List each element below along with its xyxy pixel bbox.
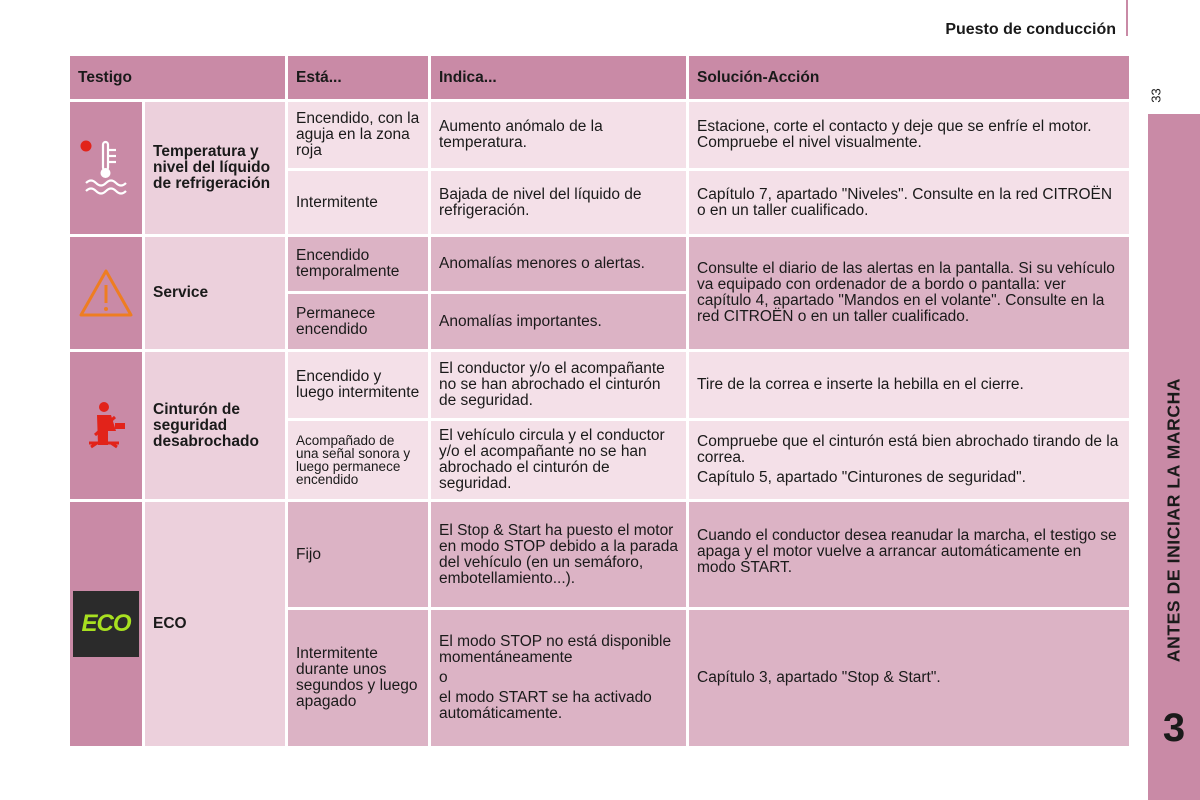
coolant-temperature-icon (78, 138, 134, 198)
temperature-state-2: Intermitente (288, 171, 428, 234)
temperature-action-1: Estacione, corte el contacto y deje que se enfríe el motor. Compruebe el nivel visualmente. (689, 102, 1129, 168)
page-number: 33 (1148, 88, 1164, 103)
temperature-name: Temperatura y nivel del líquido de refrigeración (145, 102, 285, 234)
temperature-state-1: Encendido, con la aguja en la zona roja (288, 102, 428, 168)
warning-lights-table (67, 53, 1132, 749)
seatbelt-action-1: Tire de la correa e inserte la hebilla en el cierre. (689, 352, 1129, 418)
column-header-testigo: Testigo (70, 56, 285, 99)
seatbelt-icon-cell (70, 352, 142, 499)
section-title: Puesto de conducción (945, 21, 1116, 38)
service-action: Consulte el diario de las alertas en la pantalla. Si su vehículo va equipado con ordenador de a bordo o pantalla: ver capítulo 4, apartado "Mandos en el volante". Consulte en la red CITROËN o en un taller cualificado. (689, 237, 1129, 349)
seatbelt-indicates-2: El vehículo circula y el conductor y/o el acompañante no se han abrochado el cinturón de seguridad. (431, 421, 686, 499)
service-state-2: Permanece encendido (288, 294, 428, 349)
eco-state-2: Intermitente durante unos segundos y luego apagado (288, 610, 428, 746)
temperature-indicates-1: Aumento anómalo de la temperatura. (431, 102, 686, 168)
service-name: Service (145, 237, 285, 349)
temperature-indicates-2: Bajada de nivel del líquido de refrigeración. (431, 171, 686, 234)
column-header-solucion: Solución-Acción (689, 56, 1129, 99)
header-divider (1126, 0, 1128, 36)
column-header-esta: Está... (288, 56, 428, 99)
eco-indicates-2a: El modo STOP no está disponible momentáneamente (439, 633, 672, 666)
seatbelt-action-2a: Compruebe que el cinturón está bien abrochado tirando de la correa. (697, 433, 1119, 466)
table-row (70, 102, 1129, 168)
column-header-indica: Indica... (431, 56, 686, 99)
eco-indicates-2 (431, 610, 686, 746)
eco-indicates-2b: o (439, 669, 448, 686)
table-row (70, 237, 1129, 291)
seatbelt-action-2 (689, 421, 1129, 499)
eco-icon-cell (70, 502, 142, 746)
warning-triangle-icon (77, 267, 135, 319)
seatbelt-action-2b: Capítulo 5, apartado "Cinturones de seguridad". (697, 469, 1026, 486)
service-state-1: Encendido temporalmente (288, 237, 428, 291)
eco-indicates-2c: el modo START se ha activado automáticamente. (439, 689, 652, 722)
table-row (70, 352, 1129, 418)
chapter-title: ANTES DE INICIAR LA MARCHA (1163, 377, 1184, 663)
eco-icon: ECO (73, 591, 139, 657)
table-header-row (70, 56, 1129, 99)
eco-state-1: Fijo (288, 502, 428, 607)
service-indicates-1: Anomalías menores o alertas. (431, 237, 686, 291)
eco-action-1: Cuando el conductor desea reanudar la marcha, el testigo se apaga y el motor vuelve a arrancar automáticamente en modo START. (689, 502, 1129, 607)
table-row (70, 502, 1129, 607)
temperature-icon-cell (70, 102, 142, 234)
seatbelt-indicates-1: El conductor y/o el acompañante no se han abrochado el cinturón de seguridad. (431, 352, 686, 418)
service-icon-cell (70, 237, 142, 349)
temperature-action-2: Capítulo 7, apartado "Niveles". Consulte en la red CITROËN o en un taller cualificado. (689, 171, 1129, 234)
eco-action-2: Capítulo 3, apartado "Stop & Start". (689, 610, 1129, 746)
seatbelt-state-1: Encendido y luego intermitente (288, 352, 428, 418)
eco-name: ECO (145, 502, 285, 746)
seatbelt-name: Cinturón de seguridad desabrochado (145, 352, 285, 499)
service-indicates-2: Anomalías importantes. (431, 294, 686, 349)
eco-indicates-1: El Stop & Start ha puesto el motor en modo STOP debido a la parada del vehículo (en un semáforo, embotellamiento...). (431, 502, 686, 607)
seatbelt-state-2: Acompañado de una señal sonora y luego permanece encendido (288, 421, 428, 499)
chapter-number: 3 (1162, 706, 1186, 750)
seatbelt-icon (81, 399, 131, 453)
